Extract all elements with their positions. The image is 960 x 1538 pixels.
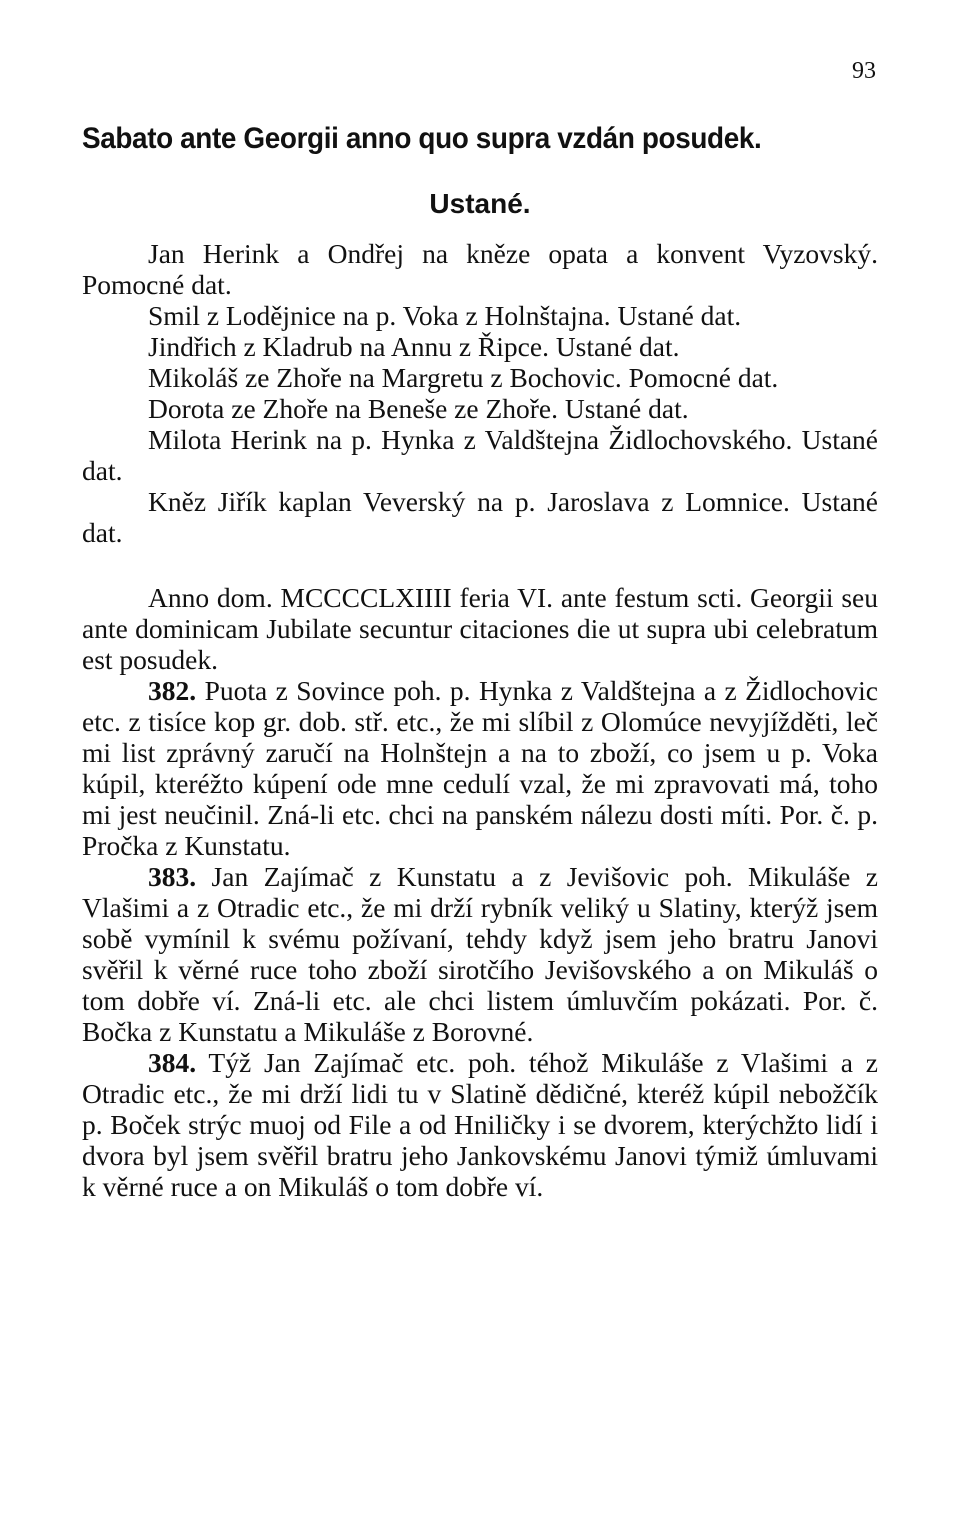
body-text xyxy=(82,238,878,1202)
numbered-entry xyxy=(82,861,878,1047)
entry-text: Týž Jan Zajímač etc. poh. téhož Mikuláše z Vlašimi a z Otradic etc., že mi drží lidi tu v Slatině dědičné, kteréž kúpil nebožčík p. Boček strýc muoj od File a od Hniličky i se dvorem, kterýchžto lidí i dvora byl jsem svěřil bratru jeho Jankovskému Janovi týmiž úmluvami k věrné ruce a on Mikuláš o tom dobře ví. xyxy=(82,1047,878,1202)
anno-paragraph: Anno dom. MCCCCLXIIII feria VI. ante festum scti. Georgii seu ante dominicam Jubilate secuntur citaciones die ut supra ubi celebratum est posudek. xyxy=(82,582,878,675)
entry-text: Jan Zajímač z Kunstatu a z Jevišovic poh. Mikuláše z Vlašimi a z Otradic etc., že mi drží rybník veliký u Slatiny, kterýž jsem sobě vymínil k svému požívaní, tehdy když jsem jeho bratru Janovi svěřil k věrné ruce toho zboží sirotčího Jevišovského a on Mikuláš o tom dobře ví. Zná-li etc. ale chci listem úmluvčím pokázati. Por. č. Bočka z Kunstatu a Mikuláše z Borovné. xyxy=(82,861,878,1047)
entry-number: 384. xyxy=(148,1047,197,1078)
numbered-entry xyxy=(82,1047,878,1202)
entry-text: Puota z Sovince poh. p. Hynka z Valdštejna a z Židlochovic etc. z tisíce kop gr. dob. stř. etc., že mi slíbil z Olomúce nevyjížděti, leč mi list zprávný zaručí na Holnštejn a na to zboží, co jsem u p. Voka kúpil, kteréžto kúpení ode mne cedulí vzal, že mi zpravovati má, toho mi jest neučinil. Zná-li etc. chci na panském nálezu dosti míti. Por. č. p. Pročka z Kunstatu. xyxy=(82,675,878,861)
page-number: 93 xyxy=(852,58,876,84)
entry-number: 383. xyxy=(148,861,197,892)
numbered-entry xyxy=(82,675,878,861)
entry-ustane: Kněz Jiřík kaplan Veverský na p. Jaroslava z Lomnice. Ustané dat. xyxy=(82,486,878,548)
entry-ustane: Jan Herink a Ondřej na kněze opata a konvent Vyzovský. Pomocné dat. xyxy=(82,238,878,300)
subheading-ustane: Ustané. xyxy=(429,188,531,219)
page xyxy=(82,0,878,1538)
entry-ustane: Smil z Lodějnice na p. Voka z Holnštajna. Ustané dat. xyxy=(148,300,742,331)
entry-ustane: Jindřich z Kladrub na Annu z Řipce. Ustané dat. xyxy=(148,331,680,362)
entry-ustane: Dorota ze Zhoře na Beneše ze Zhoře. Ustané dat. xyxy=(148,393,689,424)
entry-ustane: Mikoláš ze Zhoře na Margretu z Bochovic. Pomocné dat. xyxy=(148,362,779,393)
entry-ustane: Milota Herink na p. Hynka z Valdštejna Židlochovského. Ustané dat. xyxy=(82,424,878,486)
section-heading: Sabato ante Georgii anno quo supra vzdán posudek. xyxy=(82,122,762,155)
entry-number: 382. xyxy=(148,675,197,706)
